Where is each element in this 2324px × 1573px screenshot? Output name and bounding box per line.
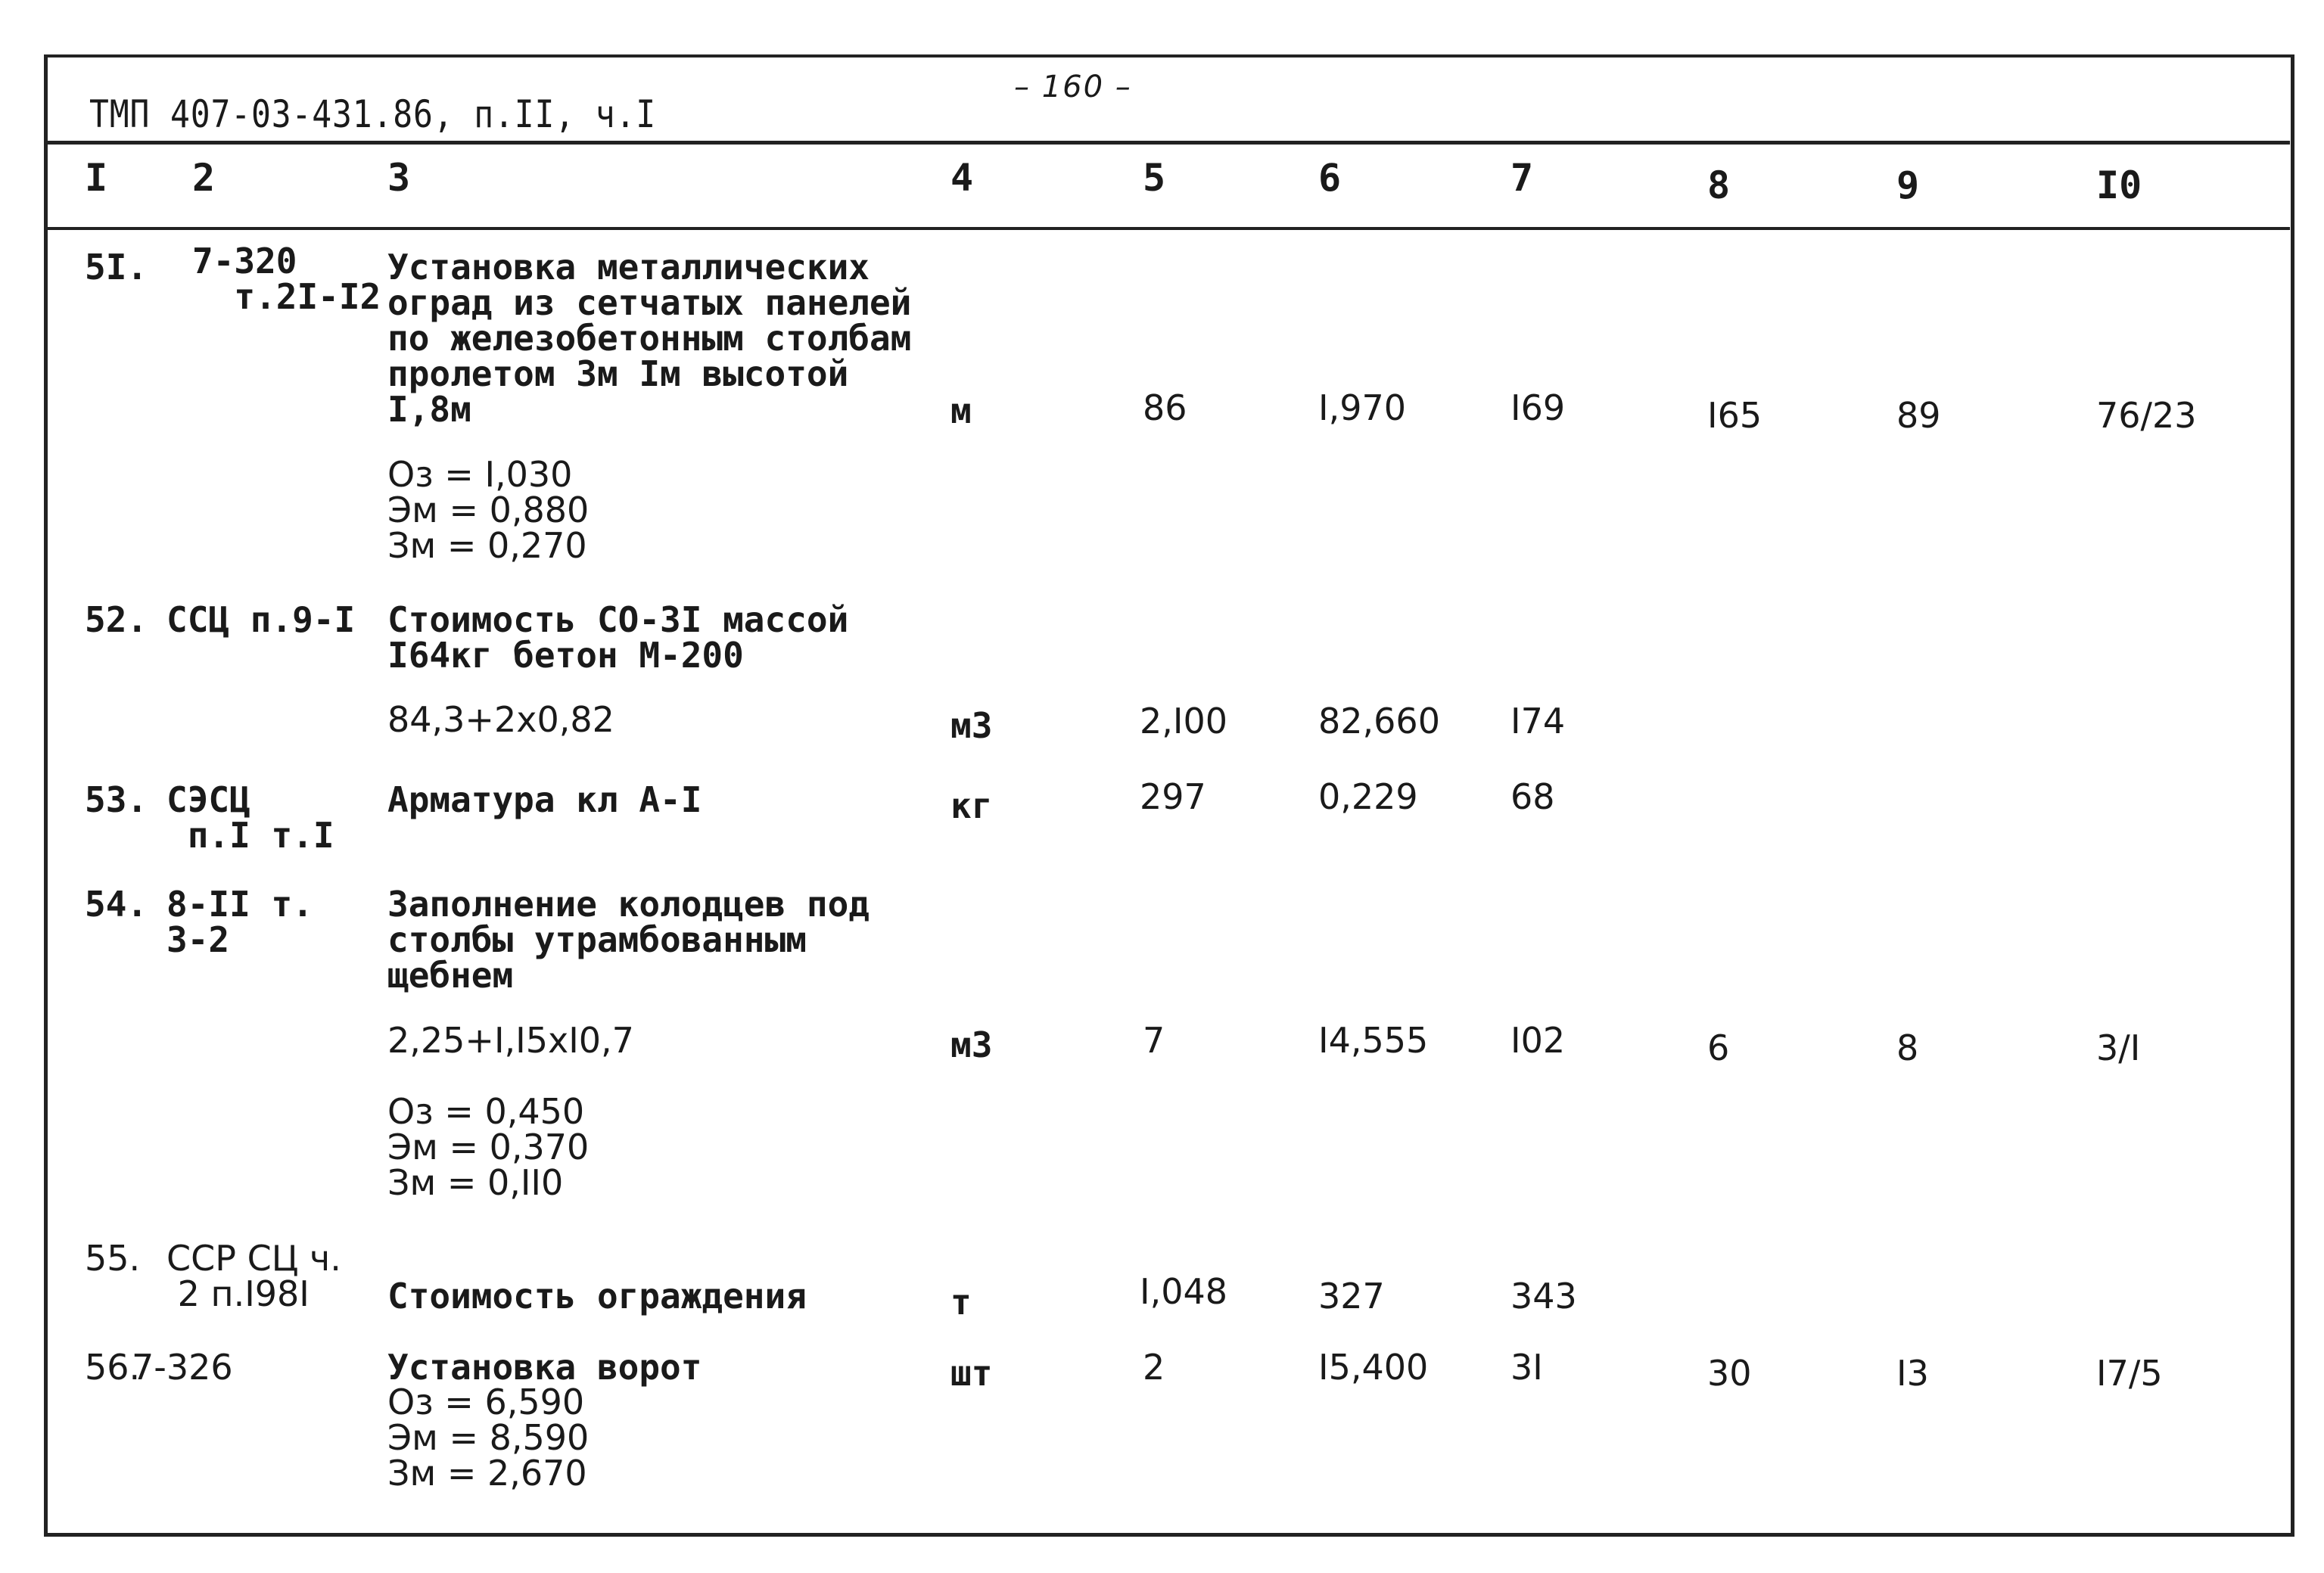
row-number: 52. (85, 599, 148, 640)
reference-code: 7-326 (132, 1347, 233, 1388)
unit: т (950, 1282, 972, 1323)
unit-price: I5,400 (1318, 1347, 1429, 1388)
col-9-value: I3 (1896, 1353, 1929, 1394)
unit-price: 82,660 (1318, 701, 1440, 741)
document-code: ТМП 407-03-431.86, п.II, ч.I (89, 92, 656, 136)
column-header-7: 7 (1510, 156, 1534, 200)
row-number: 56. (85, 1347, 141, 1388)
header-bottom-rule (47, 227, 2290, 230)
reference-code: ССЦ п.9-I (166, 599, 356, 640)
total-cost: 343 (1510, 1276, 1577, 1317)
column-header-5: 5 (1143, 156, 1166, 200)
item-description: Стоимость ограждения (387, 1276, 807, 1317)
col-9-value: 8 (1896, 1027, 1919, 1068)
quantity: 2,I00 (1140, 701, 1227, 741)
quantity: 86 (1143, 387, 1187, 428)
column-header-8: 8 (1707, 163, 1731, 207)
reference-code: СЭСЦ п.I т.I (166, 779, 334, 856)
total-cost: I74 (1510, 701, 1566, 741)
col-8-value: I65 (1707, 395, 1762, 436)
row-number: 55. (85, 1238, 141, 1279)
col-10-value: 76/23 (2096, 395, 2197, 436)
total-cost: 68 (1510, 776, 1555, 817)
formula: 2,25+I,I5xI0,7 (387, 1020, 634, 1061)
item-description: Установка металлических оград из сетчатых панелей по железобетонным столбам пролетом 3м Iм высотой I,8м (387, 247, 912, 430)
item-description: Заполнение колодцев под столбы утрамбованным щебнем (387, 884, 870, 996)
quantity: 7 (1143, 1020, 1165, 1061)
reference-code: 8-II т. 3-2 (166, 884, 313, 960)
col-8-value: 6 (1707, 1027, 1730, 1068)
column-header-9: 9 (1896, 163, 1920, 207)
total-cost: 3I (1510, 1347, 1543, 1388)
cost-breakdown: Oз = 0,450 Эм = 0,370 Зм = 0,II0 (387, 1091, 590, 1203)
reference-code: ССР СЦ ч. 2 п.I98I (166, 1238, 341, 1314)
row-number: 5I. (85, 247, 148, 288)
unit: кг (950, 785, 993, 826)
column-header-2: 2 (192, 156, 216, 200)
column-header-10: I0 (2096, 163, 2142, 207)
formula: 84,3+2x0,82 (387, 699, 614, 740)
item-description: Стоимость СО-3I массой I64кг бетон М-200 (387, 599, 849, 676)
header-top-rule (47, 141, 2290, 145)
item-description: Арматура кл А-I (387, 779, 702, 820)
reference-code: 7-320 т.2I-I2 (192, 241, 381, 317)
col-10-value: I7/5 (2096, 1353, 2163, 1394)
unit: м3 (950, 1024, 993, 1065)
unit: м (950, 390, 972, 431)
quantity: I,048 (1140, 1271, 1227, 1312)
unit-price: 0,229 (1318, 776, 1418, 817)
cost-breakdown: Oз = I,030 Эм = 0,880 Зм = 0,270 (387, 454, 590, 566)
unit-price: 327 (1318, 1276, 1385, 1317)
column-header-6: 6 (1318, 156, 1342, 200)
unit-price: I4,555 (1318, 1020, 1429, 1061)
unit: м3 (950, 705, 993, 746)
row-number: 53. (85, 779, 148, 820)
col-8-value: 30 (1707, 1353, 1752, 1394)
unit: шт (950, 1353, 993, 1394)
column-header-3: 3 (387, 156, 411, 200)
page-number: – 160 – (1014, 70, 1132, 104)
item-description: Установка ворот (387, 1347, 702, 1388)
col-10-value: 3/I (2096, 1027, 2141, 1068)
total-cost: I69 (1510, 387, 1566, 428)
column-header-1: I (85, 156, 108, 200)
total-cost: I02 (1510, 1020, 1566, 1061)
cost-breakdown: Oз = 6,590 Эм = 8,590 Зм = 2,670 (387, 1382, 590, 1494)
col-9-value: 89 (1896, 395, 1941, 436)
unit-price: I,970 (1318, 387, 1406, 428)
column-header-4: 4 (950, 156, 974, 200)
row-number: 54. (85, 884, 148, 925)
quantity: 297 (1140, 776, 1206, 817)
quantity: 2 (1143, 1347, 1165, 1388)
